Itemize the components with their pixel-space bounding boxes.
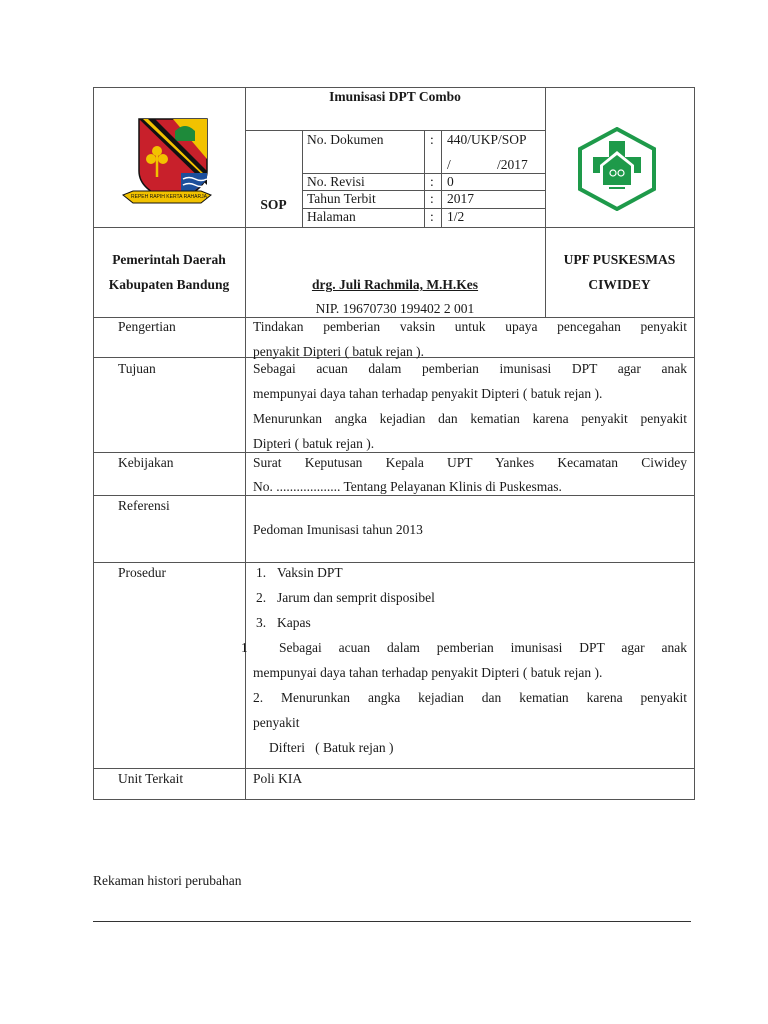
header-mid-line xyxy=(93,227,694,228)
history-label: Rekaman histori perubahan xyxy=(93,873,242,888)
row-line-referensi xyxy=(93,562,694,563)
row-line-kebijakan xyxy=(93,495,694,496)
org-right-line2: CIWIDEY xyxy=(588,277,651,292)
puskesmas-logo xyxy=(578,127,656,211)
header-bottom-line xyxy=(93,317,694,318)
table-border-bottom xyxy=(93,799,695,800)
doc-label-no-revisi: No. Revisi xyxy=(307,174,365,189)
prosedur-stray-number: 1 xyxy=(241,640,248,655)
signer-name: drg. Juli Rachmila, M.H.Kes xyxy=(311,277,479,292)
table-border-left xyxy=(93,87,94,799)
doc-sep-halaman: : xyxy=(430,209,434,224)
table-border-right xyxy=(694,87,695,799)
unit-terkait-line1: Poli KIA xyxy=(253,771,303,786)
history-rule xyxy=(93,921,691,922)
kabupaten-bandung-logo xyxy=(121,113,213,211)
prosedur-item-2-num: 2. xyxy=(256,590,267,605)
referensi-line1: Pedoman Imunisasi tahun 2013 xyxy=(253,522,423,537)
sop-col-sep xyxy=(302,130,303,227)
doc-label-no-dokumen: No. Dokumen xyxy=(307,132,384,147)
prosedur-item-3-text: Kapas xyxy=(277,615,311,630)
prosedur-para-line2: mempunyai daya tahan terhadap penyakit Dipteri ( batuk rejan ). xyxy=(253,665,603,680)
org-right-line1: UPF PUSKESMAS xyxy=(563,252,676,267)
row-label-prosedur: Prosedur xyxy=(118,565,166,580)
row-label-tujuan: Tujuan xyxy=(118,361,156,376)
pengertian-line2: penyakit Dipteri ( batuk rejan ). xyxy=(253,344,424,359)
doc-value-halaman: 1/2 xyxy=(447,209,465,224)
doc-sep-no-dokumen: : xyxy=(430,132,434,147)
org-left-line1: Pemerintah Daerah xyxy=(112,252,226,267)
body-col-sep xyxy=(245,317,246,799)
doc-sep-tahun-terbit: : xyxy=(430,191,434,206)
prosedur-item-3-num: 3. xyxy=(256,615,267,630)
document-title: Imunisasi DPT Combo xyxy=(329,89,461,104)
prosedur-para-line3: 2. Menurunkan angka kejadian dan kematian karena penyakit xyxy=(253,690,687,705)
kebijakan-line2: No. ................... Tentang Pelayanan Klinis di Puskesmas. xyxy=(253,479,562,494)
kebijakan-line1: Surat Keputusan Kepala UPT Yankes Kecamatan Ciwidey xyxy=(253,455,687,470)
prosedur-para-line4: penyakit xyxy=(253,715,300,730)
tujuan-line3: Menurunkan angka kejadian dan kematian karena penyakit penyakit xyxy=(253,411,687,426)
doc-value-no-revisi: 0 xyxy=(447,174,454,189)
doc-sep-no-revisi: : xyxy=(430,174,434,189)
doc-value-no-dokumen-line2a: / xyxy=(447,157,451,172)
doc-colon-sep-2 xyxy=(441,130,442,227)
doc-value-tahun-terbit: 2017 xyxy=(447,191,474,206)
row-label-referensi: Referensi xyxy=(118,498,170,513)
doc-value-no-dokumen-line1: 440/UKP/SOP xyxy=(447,132,527,147)
row-label-unit-terkait: Unit Terkait xyxy=(118,771,184,786)
title-bottom-line xyxy=(245,130,545,131)
org-left-line2: Kabupaten Bandung xyxy=(108,277,230,292)
prosedur-item-2-text: Jarum dan semprit disposibel xyxy=(277,590,435,605)
sop-label: SOP xyxy=(260,197,287,212)
row-label-kebijakan: Kebijakan xyxy=(118,455,174,470)
doc-label-halaman: Halaman xyxy=(307,209,356,224)
row-label-pengertian: Pengertian xyxy=(118,319,176,334)
tujuan-line2: mempunyai daya tahan terhadap penyakit Dipteri ( batuk rejan ). xyxy=(253,386,603,401)
pengertian-line1: Tindakan pemberian vaksin untuk upaya pencegahan penyakit xyxy=(253,319,687,334)
prosedur-para-line5: Difteri ( Batuk rejan ) xyxy=(269,740,394,755)
tujuan-line1: Sebagai acuan dalam pemberian imunisasi DPT agar anak xyxy=(253,361,687,376)
row-line-prosedur xyxy=(93,768,694,769)
doc-value-no-dokumen-line2b: /2017 xyxy=(497,157,528,172)
table-border-top xyxy=(93,87,694,88)
prosedur-item-1-num: 1. xyxy=(256,565,267,580)
logo-motto-text: REPEH RAPIH KERTA RAHARJA xyxy=(131,194,207,200)
row-line-tujuan xyxy=(93,452,694,453)
prosedur-para-line1: Sebagai acuan dalam pemberian imunisasi DPT agar anak xyxy=(279,640,687,655)
tujuan-line4: Dipteri ( batuk rejan ). xyxy=(253,436,375,451)
signer-nip: NIP. 19670730 199402 2 001 xyxy=(315,301,475,316)
doc-colon-sep-1 xyxy=(424,130,425,227)
doc-label-tahun-terbit: Tahun Terbit xyxy=(307,191,376,206)
prosedur-item-1-text: Vaksin DPT xyxy=(277,565,343,580)
